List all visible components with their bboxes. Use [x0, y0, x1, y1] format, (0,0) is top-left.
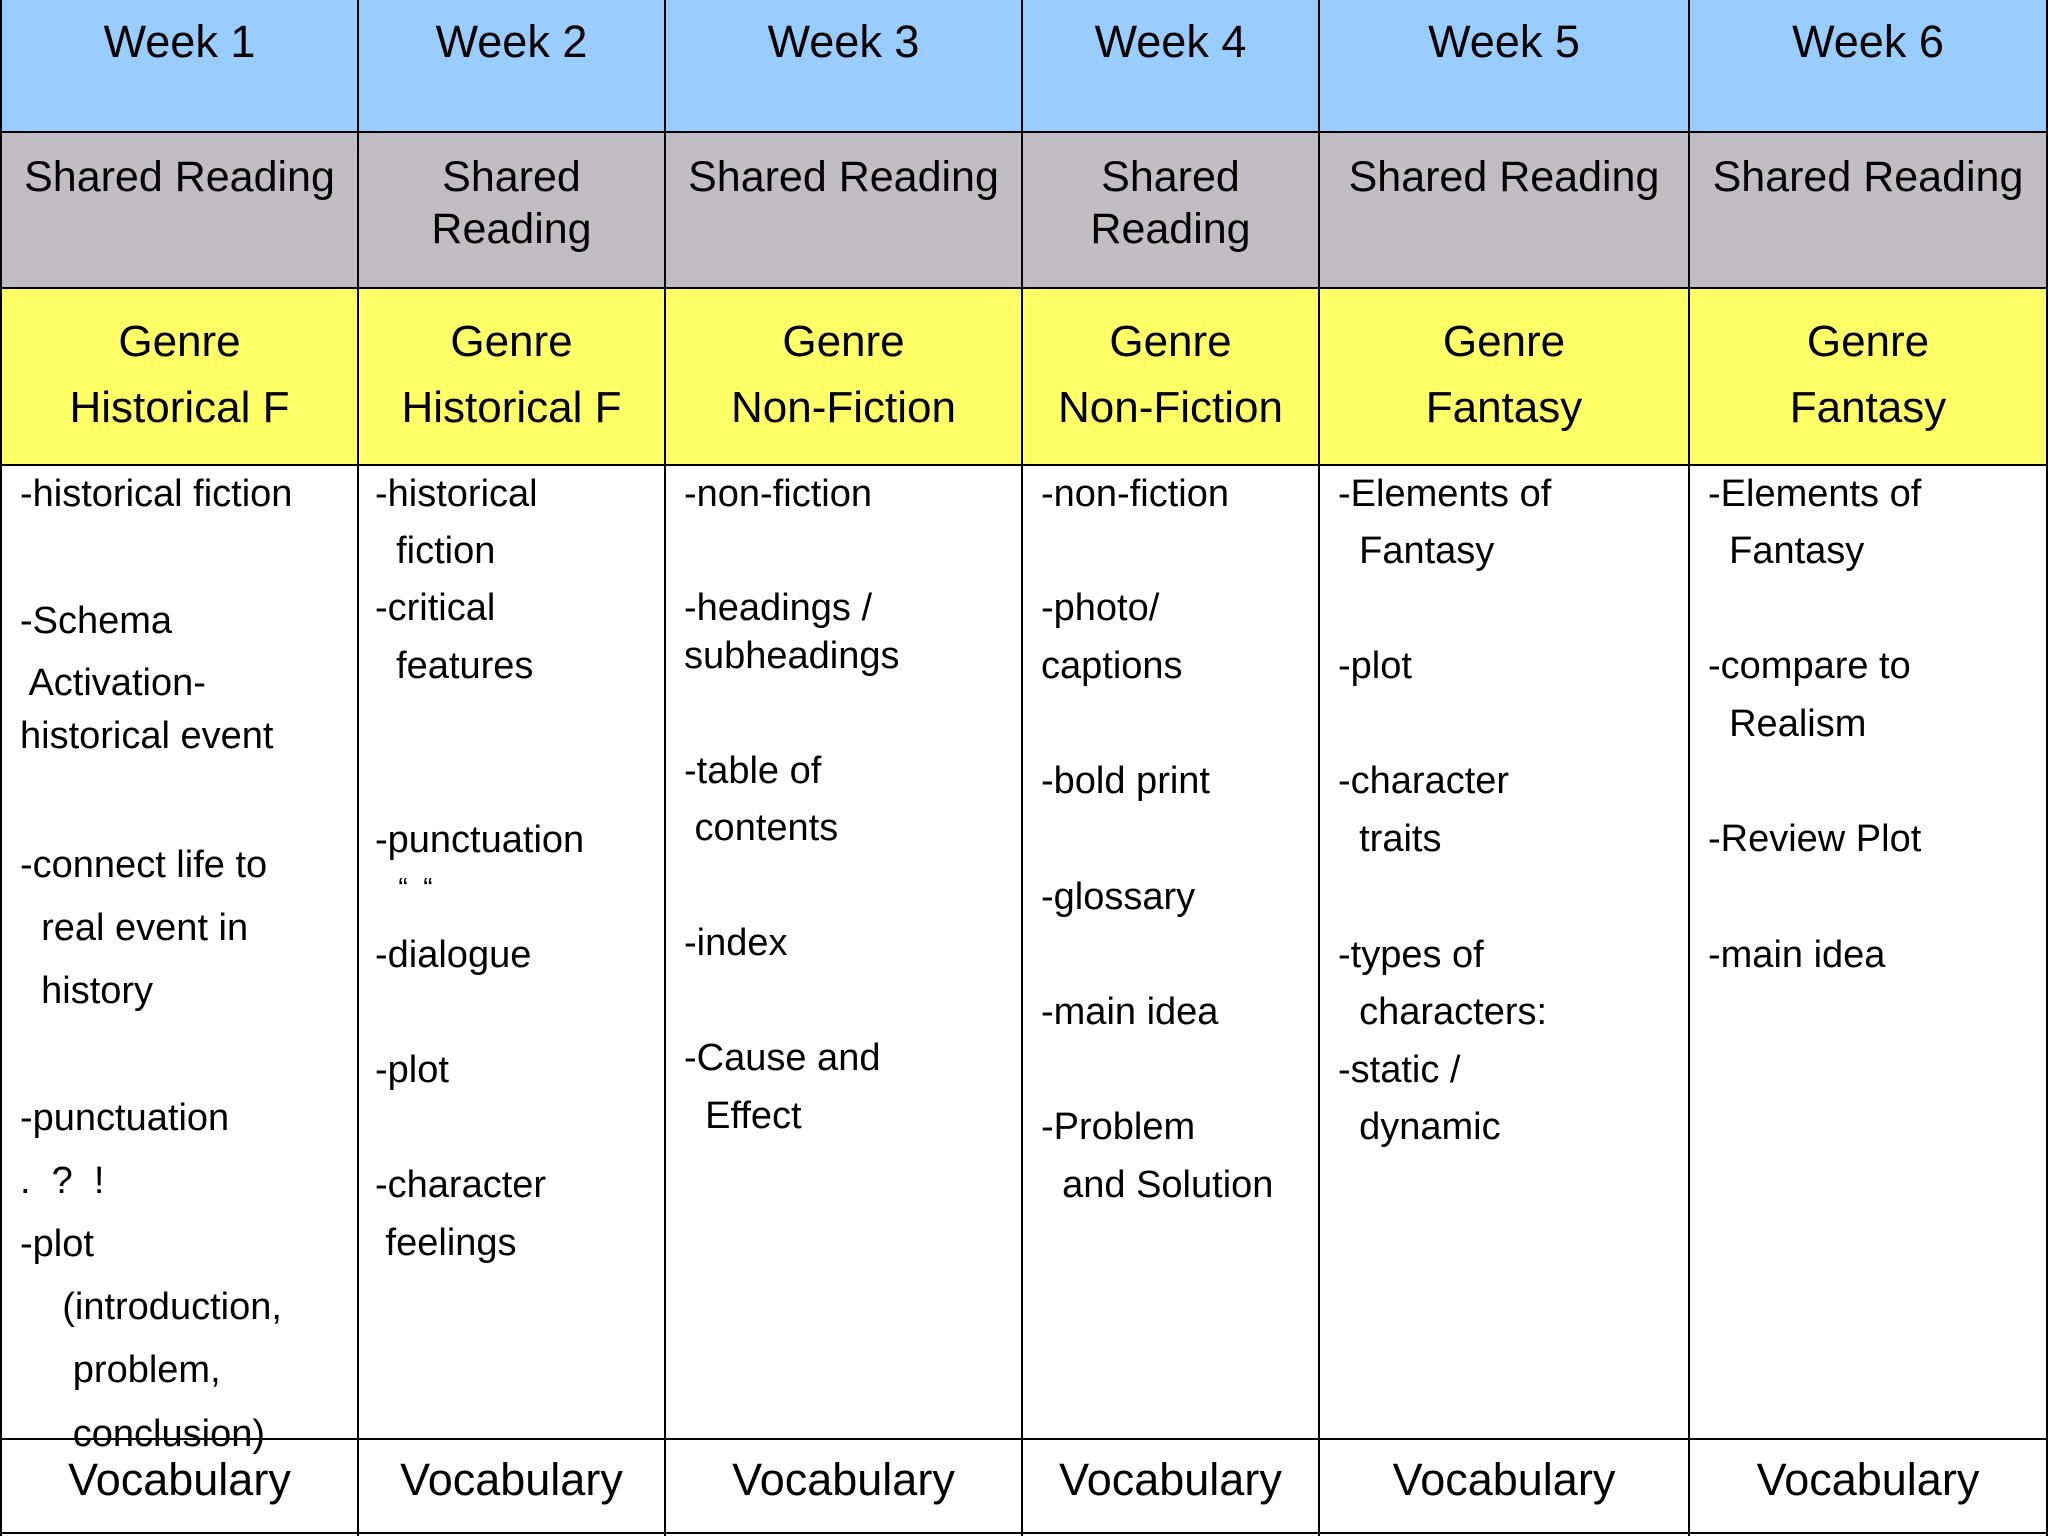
topic-line: -Problem: [1041, 1106, 1196, 1148]
topic-line: -historical: [375, 473, 538, 515]
topic-line: -Elements of: [1708, 473, 1922, 515]
topic-line: . ? !: [20, 1160, 105, 1202]
week-4-vocab: [1023, 1440, 1320, 1534]
topic-line: -critical: [375, 587, 496, 629]
week-5-header-label: Week 5: [1428, 16, 1580, 67]
week-1-header-label: Week 1: [103, 16, 256, 67]
topic-line: -character: [375, 1164, 547, 1206]
topic-line: -connect life to: [20, 844, 268, 886]
week-2-genre: [359, 289, 666, 466]
week-5-header: [1320, 0, 1690, 133]
week-3-header-label: Week 3: [767, 16, 920, 67]
topic-line: Fantasy: [1338, 530, 1495, 572]
week-1-activity-label: Shared Reading: [24, 153, 335, 201]
week-3-vocab: [666, 1440, 1023, 1534]
topic-line: -photo/: [1041, 587, 1160, 629]
week-6-genre-label: Genre: [1806, 317, 1930, 366]
topic-line: (introduction,: [20, 1286, 282, 1328]
topic-line: -Elements of: [1338, 473, 1552, 515]
week-4-header-label: Week 4: [1094, 16, 1247, 67]
topic-line: -plot: [375, 1049, 449, 1091]
week-2-topics: [359, 466, 666, 1440]
topic-line: -index: [684, 922, 788, 964]
week-3-activity-label: Shared Reading: [688, 153, 999, 201]
topic-line: “ “: [375, 872, 433, 903]
week-1-header: [0, 0, 359, 133]
topic-line: captions: [1041, 645, 1183, 687]
topic-line: -glossary: [1041, 876, 1196, 918]
week-2-header-label: Week 2: [435, 16, 588, 67]
topic-line: -punctuation: [375, 819, 585, 861]
week-4-genre-label: Genre: [1109, 317, 1232, 366]
topic-line: -plot: [1338, 645, 1412, 687]
week-2-vocab: [359, 1440, 666, 1534]
topic-line: -punctuation: [20, 1097, 230, 1139]
topic-line: -non-fiction: [684, 473, 872, 515]
week-1-genre: [0, 289, 359, 466]
topic-line: and Solution: [1041, 1164, 1274, 1206]
week-6-header: [1690, 0, 2048, 133]
week-4-header: [1023, 0, 1320, 133]
topic-line: -non-fiction: [1041, 473, 1229, 515]
week-1-genre-label: Genre: [118, 317, 241, 366]
week-2-genre-label: Genre: [450, 317, 573, 366]
topic-line: -table of: [684, 750, 822, 792]
topic-line: history: [20, 970, 154, 1012]
week-5-topics: [1320, 466, 1690, 1440]
topic-line: -plot: [20, 1223, 94, 1265]
week-6-genre: [1690, 289, 2048, 466]
topic-line: -main idea: [1041, 991, 1219, 1033]
topic-line: -Schema: [20, 600, 173, 642]
week-3-genre: [666, 289, 1023, 466]
topic-line: historical event: [20, 715, 274, 757]
week-4-activity-label: Shared Reading: [1090, 153, 1251, 253]
topic-line: -bold print: [1041, 760, 1210, 802]
week-5-vocab-label: Vocabulary: [1392, 1454, 1616, 1505]
topic-line: -dialogue: [375, 934, 532, 976]
week-6-header-label: Week 6: [1792, 16, 1944, 67]
week-3-topics: [666, 466, 1023, 1440]
topic-line: Activation-: [20, 662, 206, 704]
topic-line: Realism: [1708, 703, 1867, 745]
week-6-topics: [1690, 466, 2048, 1440]
week-1-topics: [0, 466, 359, 1455]
week-6-activity-label: Shared Reading: [1712, 153, 2024, 201]
topic-line: -historical fiction: [20, 473, 293, 515]
week-2-activity-label: Shared Reading: [431, 153, 592, 253]
topic-line: Fantasy: [1708, 530, 1865, 572]
week-6-vocab: [1690, 1440, 2048, 1534]
week-3-genre-label: Genre: [782, 317, 905, 366]
topic-line: -headings /: [684, 587, 873, 629]
week-4-activity: [1023, 133, 1320, 289]
topic-line: subheadings: [684, 635, 900, 677]
week-5-genre-label: Genre: [1442, 317, 1566, 366]
week-2-genre-value: Historical F: [401, 383, 622, 432]
week-5-genre-value: Fantasy: [1425, 383, 1583, 432]
week-2-header: [359, 0, 666, 133]
week-2-vocab-label: Vocabulary: [400, 1454, 623, 1505]
week-3-vocab-label: Vocabulary: [732, 1454, 955, 1505]
topic-line: -main idea: [1708, 934, 1886, 976]
topic-line: traits: [1338, 818, 1442, 860]
topic-line: -Review Plot: [1708, 818, 1922, 860]
week-1-activity: [0, 133, 359, 289]
topic-line: -types of: [1338, 934, 1484, 976]
week-4-genre: [1023, 289, 1320, 466]
week-4-vocab-label: Vocabulary: [1059, 1454, 1282, 1505]
week-1-vocab-label: Vocabulary: [68, 1454, 291, 1505]
topic-line: conclusion): [20, 1413, 265, 1455]
topic-line: fiction: [375, 530, 496, 572]
week-3-activity: [666, 133, 1023, 289]
week-6-activity: [1690, 133, 2048, 289]
week-6-genre-value: Fantasy: [1789, 383, 1947, 432]
topic-line: features: [375, 645, 534, 687]
week-5-genre: [1320, 289, 1690, 466]
week-4-topics: [1023, 466, 1320, 1440]
week-6-vocab-label: Vocabulary: [1756, 1454, 1980, 1505]
topic-line: -compare to: [1708, 645, 1911, 687]
week-3-genre-value: Non-Fiction: [731, 383, 956, 432]
topic-line: contents: [684, 807, 839, 849]
topic-line: Effect: [684, 1095, 802, 1137]
week-2-activity: [359, 133, 666, 289]
topic-line: characters:: [1338, 991, 1548, 1033]
topic-line: -static /: [1338, 1049, 1461, 1091]
topic-line: feelings: [375, 1222, 517, 1264]
topic-line: real event in: [20, 907, 249, 949]
topic-line: -character: [1338, 760, 1510, 802]
week-5-vocab: [1320, 1440, 1690, 1534]
week-4-genre-value: Non-Fiction: [1058, 383, 1283, 432]
week-5-activity-label: Shared Reading: [1348, 153, 1660, 201]
week-1-genre-value: Historical F: [69, 383, 290, 432]
topic-line: dynamic: [1338, 1106, 1501, 1148]
topic-line: -Cause and: [684, 1037, 881, 1079]
week-3-header: [666, 0, 1023, 133]
week-5-activity: [1320, 133, 1690, 289]
topic-line: problem,: [20, 1349, 221, 1391]
